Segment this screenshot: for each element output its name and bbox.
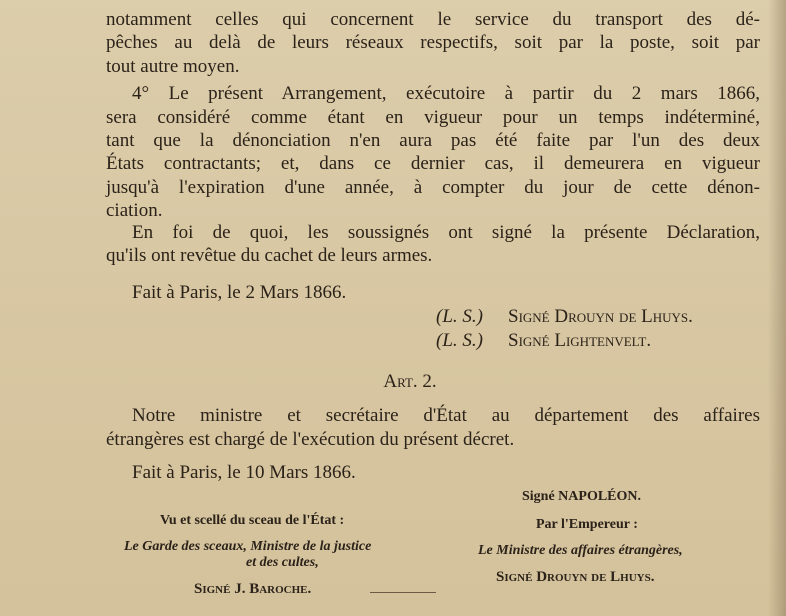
body-line-4: 4° Le présent Arrangement, exécutoire à partir du 2 mars 1866, — [132, 83, 760, 104]
body-line-5: sera considéré comme étant en vigueur pour un temps indéterminé, — [106, 107, 760, 128]
seal-mark-2: (L. S.) — [436, 330, 483, 351]
by-emperor: Par l'Empereur : — [536, 517, 638, 532]
body-line-11: qu'ils ont revêtue du cachet de leurs armes. — [106, 245, 433, 266]
page-edge-shadow — [768, 0, 786, 616]
dateline-1: Fait à Paris, le 2 Mars 1866. — [132, 282, 347, 303]
body-line-2: pêches au delà de leurs réseaux respectifs, soit par la poste, soit par — [106, 32, 760, 53]
garde-title-1: Le Garde des sceaux, Ministre de la justice — [124, 539, 372, 554]
dateline-2: Fait à Paris, le 10 Mars 1866. — [132, 462, 356, 483]
body-line-1: notamment celles qui concernent le service du transport des dé- — [106, 9, 760, 30]
signature-lightenvelt: Signé Lightenvelt. — [508, 330, 652, 351]
garde-title-2: et des cultes, — [246, 555, 319, 570]
article-line-2: étrangères est chargé de l'exécution du présent décret. — [106, 429, 515, 450]
body-line-8: jusqu'à l'expiration d'une année, à compter du jour de cette dénon- — [106, 177, 760, 198]
seal-mark-1: (L. S.) — [436, 306, 483, 327]
body-line-3: tout autre moyen. — [106, 56, 240, 77]
emperor-signature: Signé NAPOLÉON. — [522, 489, 642, 504]
seal-note: Vu et scellé du sceau de l'État : — [160, 513, 345, 528]
minister-title: Le Ministre des affaires étrangères, — [478, 543, 683, 558]
article-line-1: Notre ministre et secrétaire d'État au département des affaires — [132, 405, 760, 426]
signature-rule — [370, 592, 436, 593]
body-line-7: États contractants; et, dans ce dernier cas, il demeurera en vigueur — [106, 153, 760, 174]
garde-signature: Signé J. Baroche. — [194, 581, 312, 597]
article-heading: Art. 2. — [383, 371, 437, 392]
body-line-6: tant que la dénonciation n'en aura pas été faite par l'un des deux — [106, 130, 760, 151]
signature-drouyn: Signé Drouyn de Lhuys. — [508, 306, 693, 327]
body-line-9: ciation. — [106, 200, 163, 221]
body-line-10: En foi de quoi, les soussignés ont signé la présente Déclaration, — [132, 222, 760, 243]
minister-signature: Signé Drouyn de Lhuys. — [496, 569, 655, 585]
